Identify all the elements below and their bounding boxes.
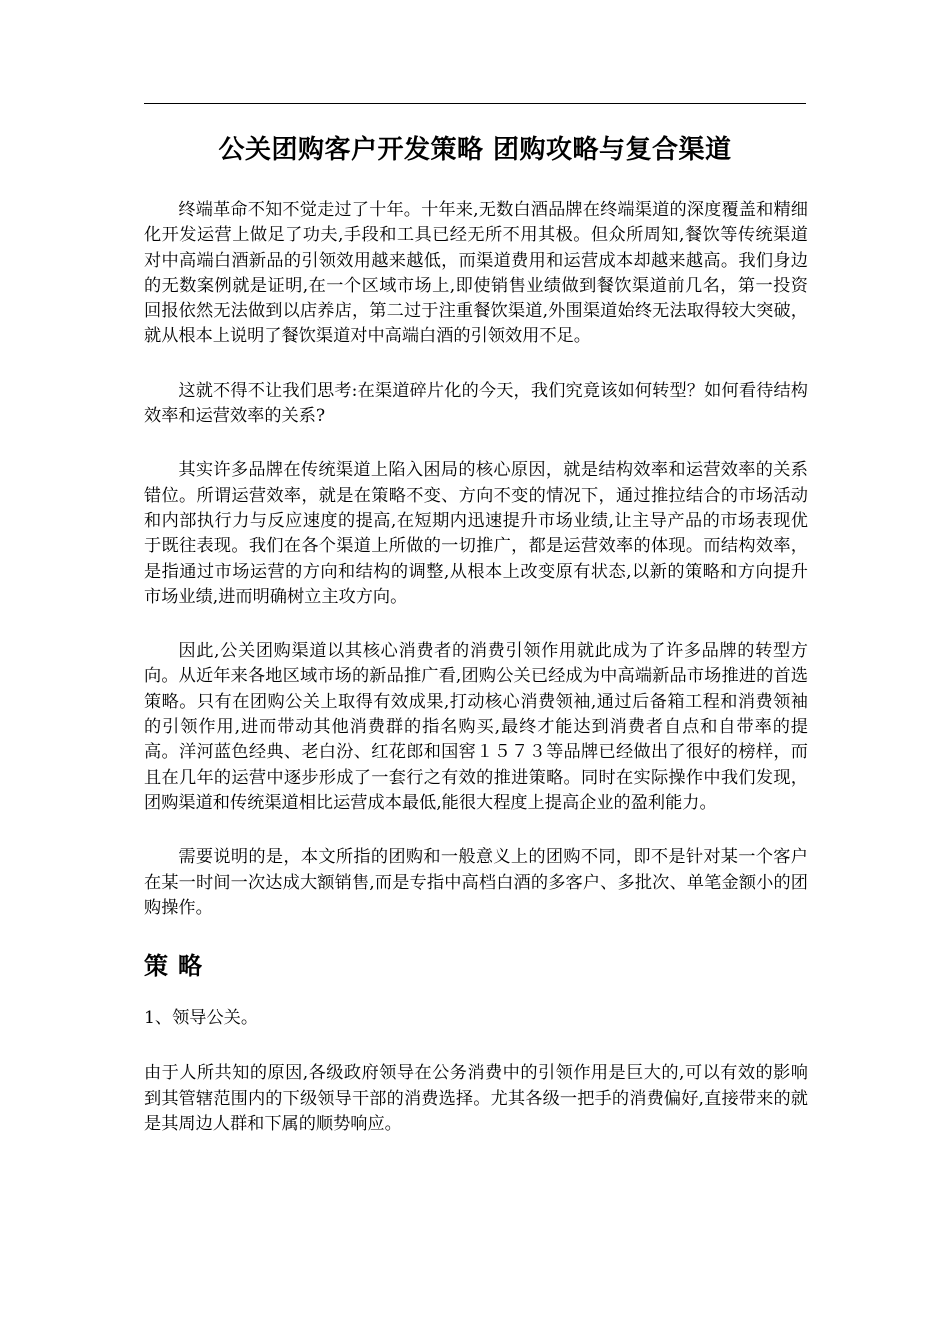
document-title: 公关团购客户开发策略 团购攻略与复合渠道 [218, 135, 732, 165]
document-body [144, 198, 808, 1166]
paragraph-5: 需要说明的是，本文所指的团购和一般意义上的团购不同，即不是针对某一个客户在某一时间一次达成大额销售,而是专指中高档白酒的多客户、多批次、单笔金额小的团购操作。 [144, 847, 808, 918]
list-item-1: 1、领导公关。 [144, 1008, 259, 1029]
paragraph-3: 其实许多品牌在传统渠道上陷入困局的核心原因，就是结构效率和运营效率的关系错位。所谓运营效率，就是在策略不变、方向不变的情况下，通过推拉结合的市场活动和内部执行力与反应速度的提高,在短期内迅速提升市场业绩,让主导产品的市场表现优于既往表现。我们在各个渠道上所做的一切推广，都是运营效率的体现。而结构效率，是指通过市场运营的方向和结构的调整,从根本上改变原有状态,以新的策略和方向提升市场业绩,进而明确树立主攻方向。 [144, 460, 808, 607]
list-item-1-text: 由于人所共知的原因,各级政府领导在公务消费中的引领作用是巨大的,可以有效的影响到其管辖范围内的下级领导干部的消费选择。尤其各级一把手的消费偏好,直接带来的就是其周边人群和下属的顺势响应。 [144, 1063, 808, 1135]
paragraph-1: 终端革命不知不觉走过了十年。十年来,无数白酒品牌在终端渠道的深度覆盖和精细化开发运营上做足了功夫,手段和工具已经无所不用其极。但众所周知,餐饮等传统渠道对中高端白酒新品的引领效用越来越低，而渠道费用和运营成本却越来越高。我们身边的无数案例就是证明,在一个区域市场上,即使销售业绩做到餐饮渠道前几名，第一投资回报依然无法做到以店养店，第二过于注重餐饮渠道,外围渠道始终无法取得较大突破，就从根本上说明了餐饮渠道对中高端白酒的引领效用不足。 [144, 200, 808, 347]
header-rule [144, 103, 806, 104]
section-heading: 策略 [144, 952, 212, 981]
paragraph-2: 这就不得不让我们思考:在渠道碎片化的今天，我们究竟该如何转型？如何看待结构效率和运营效率的关系? [144, 380, 808, 427]
paragraph-4: 因此,公关团购渠道以其核心消费者的消费引领作用就此成为了许多品牌的转型方向。从近年来各地区域市场的新品推广看,团购公关已经成为中高端新品市场推进的首选策略。只有在团购公关上取得有效成果,打动核心消费领袖,通过后备箱工程和消费领袖的引领作用,进而带动其他消费群的指名购买,最终才能达到消费者自点和自带率的提高。洋河蓝色经典、老白汾、红花郎和国窖１５７３等品牌已经做出了很好的榜样，而且在几年的运营中逐步形成了一套行之有效的推进策略。同时在实际操作中我们发现，团购渠道和传统渠道相比运营成本最低,能很大程度上提高企业的盈利能力。 [144, 641, 808, 813]
